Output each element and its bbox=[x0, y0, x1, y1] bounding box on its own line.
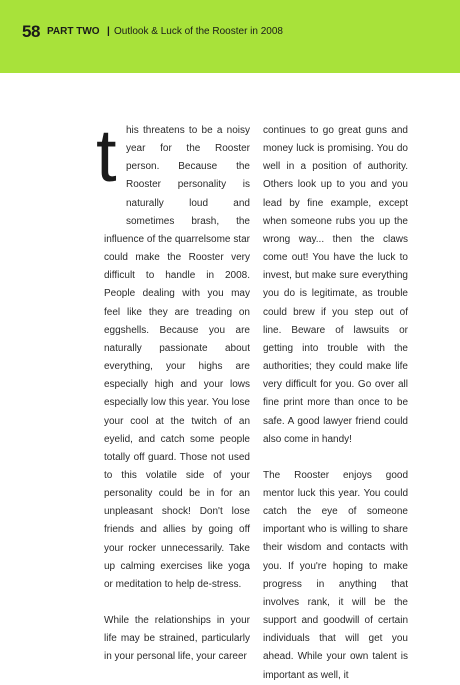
drop-cap: t bbox=[96, 114, 117, 197]
text-column-right bbox=[263, 122, 408, 685]
page-number: 58 bbox=[22, 22, 40, 41]
chapter-title: Outlook & Luck of the Rooster in 2008 bbox=[114, 26, 283, 37]
paragraph-text: his threatens to be a noisy year for the Rooster person. Because the Rooster personality is naturally loud and sometimes brash, the influence of the quarrelsome star could make the Rooster very difficult to handle in 2008. People dealing with you may feel like they are treading on eggshells. Because you are naturally passionate about everything, your highs are especially high and your lows especially low this year. You lose your cool at the twitch of an eyelid, and catch some people totally off guard. Those not used to this volatile side of your personality could be in for an unpleasant shock! Don't lose friends and allies by going off your rocker unnecessarily. Take up calming exercises like yoga or meditation to help de-stress. bbox=[104, 125, 250, 590]
paragraph bbox=[96, 114, 250, 594]
header-band bbox=[0, 0, 460, 73]
paragraph: continues to go great guns and money luck is promising. You do well in a position of authority. Others look up to you and you lead by fine example, except when someone rubs you up the wrong way... then the claws come out! You have the luck to invest, but make sure everything you do is legitimate, as trouble could brew if you step out of line. Beware of lawsuits or getting into trouble with the authorities; they could make life very difficult for you. Go over all fine print more than once to be safe. A good lawyer friend could also come in handy! bbox=[263, 125, 408, 445]
paragraph: While the relationships in your life may be strained, particularly in your personal life, your career bbox=[104, 615, 250, 663]
text-column-left bbox=[96, 114, 250, 667]
part-label: PART TWO bbox=[47, 26, 100, 37]
paragraph: The Rooster enjoys good mentor luck this year. You could catch the eye of someone important who is willing to share their wisdom and contacts with you. If you're hoping to make progress in anything that involves rank, it will be the support and goodwill of certain individuals that will get you ahead. While your own talent is important as well, it bbox=[263, 469, 408, 681]
header-separator: | bbox=[107, 26, 110, 37]
